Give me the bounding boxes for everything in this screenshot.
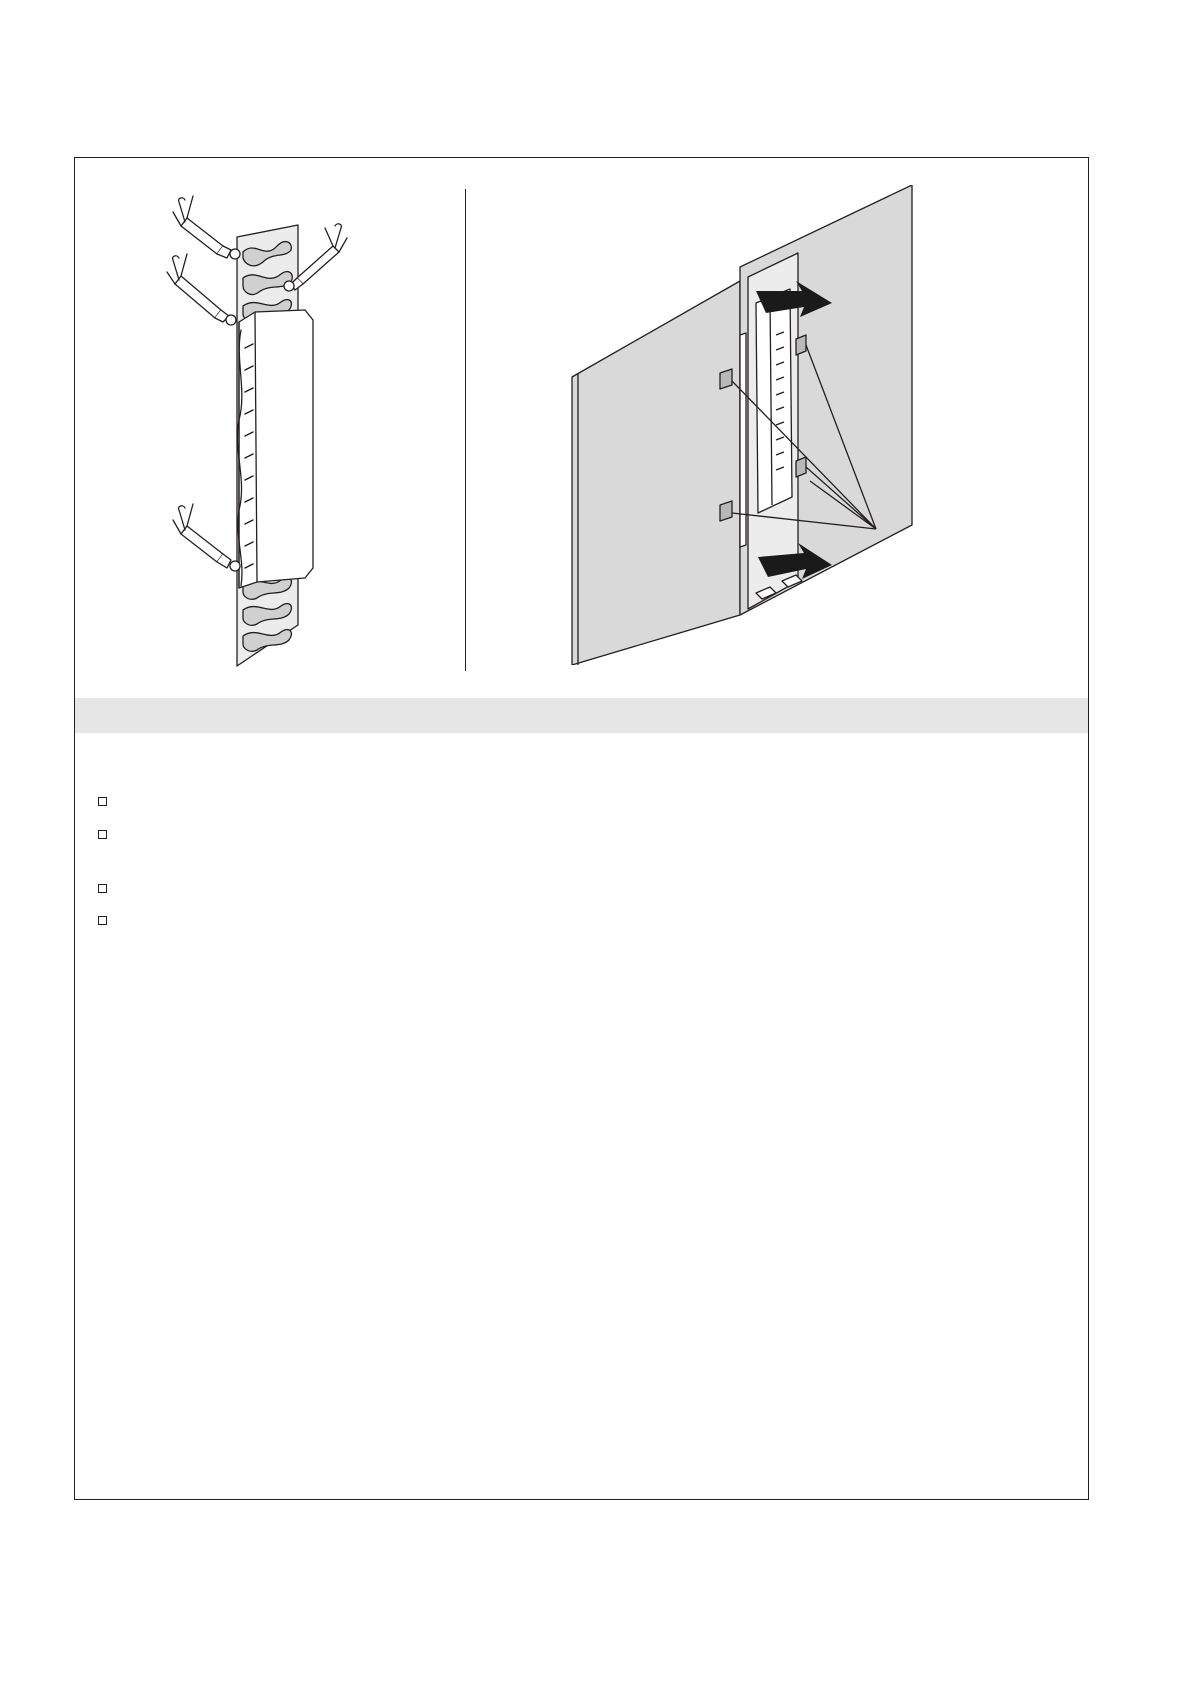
adhesive-cartridge-application-icon (165, 190, 385, 675)
checkbox-bullet (98, 884, 107, 893)
panel-mounting-arrows-icon (570, 185, 920, 665)
section-header-band (75, 698, 1088, 733)
checkbox-bullet (98, 797, 107, 806)
checkbox-bullet (98, 830, 107, 839)
figure-divider (465, 189, 466, 671)
checkbox-bullet (98, 916, 107, 925)
